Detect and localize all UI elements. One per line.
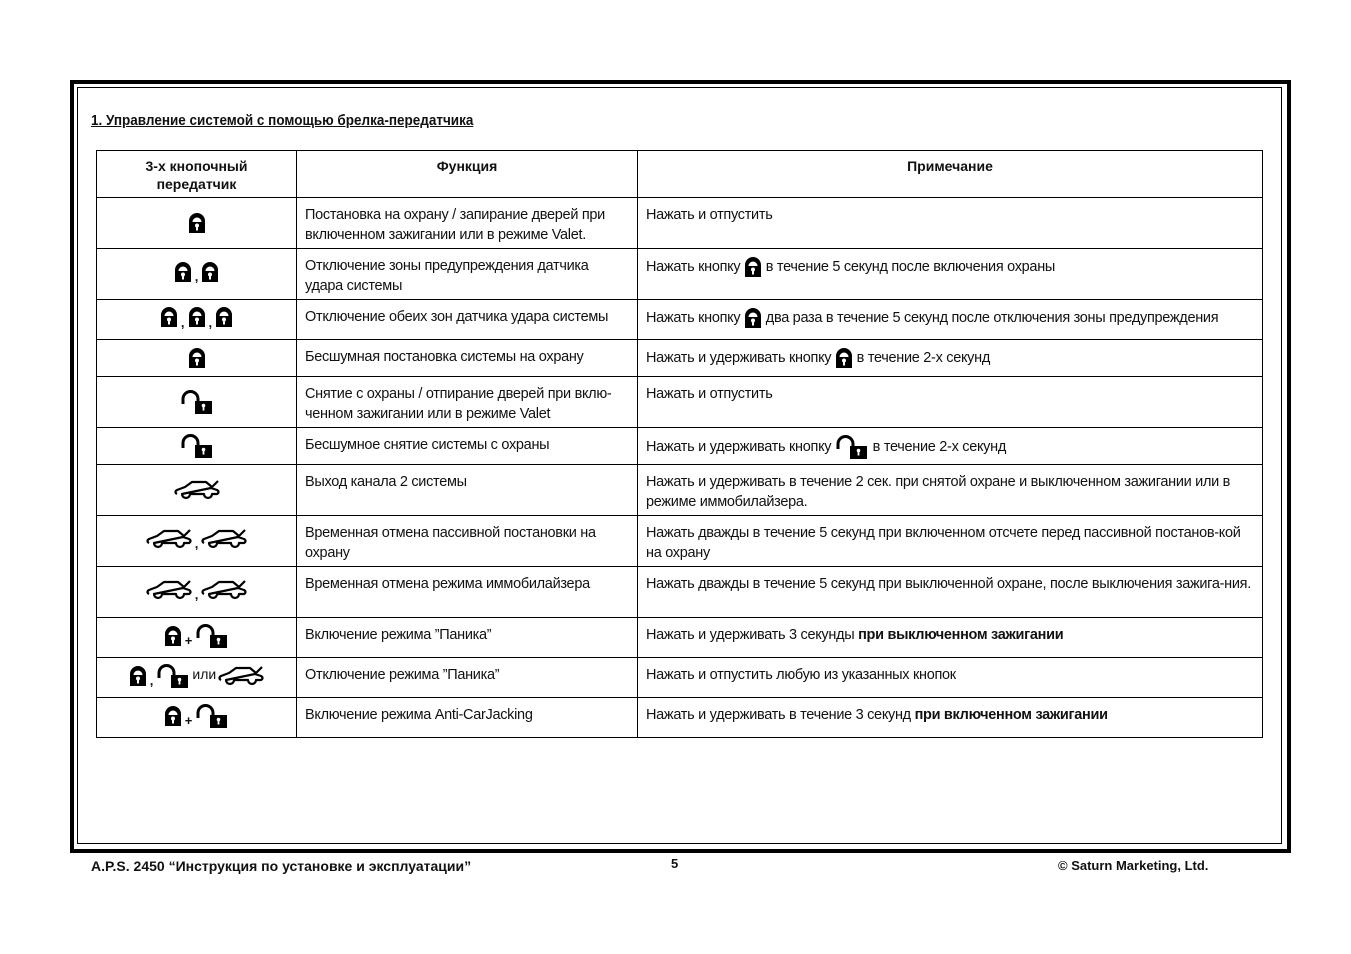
buttons-cell <box>97 340 297 377</box>
table-row <box>97 377 1263 428</box>
note-text <box>646 256 1254 278</box>
note-text <box>646 523 1254 563</box>
note-cell <box>638 428 1263 465</box>
note-bold-text: при выключенном зажигании <box>858 627 1064 643</box>
separator: , <box>194 536 199 552</box>
note-segment: Нажать дважды в течение 5 секунд при выключенной охране, после выключения зажига-ния. <box>646 576 1251 592</box>
header-transmitter: 3-х кнопочный передатчик <box>97 151 297 198</box>
separator: , <box>194 269 199 285</box>
separator: + <box>184 633 193 649</box>
car-button-icon <box>174 482 220 498</box>
note-text <box>646 665 1254 685</box>
note-segment: в течение 2-х секунд <box>852 349 991 366</box>
note-segment: Нажать дважды в течение 5 секунд при включенном отсчете перед пассивной постанов-кой на охрану <box>646 525 1241 561</box>
table-row <box>97 618 1263 658</box>
footer-document-title: A.P.S. 2450 “Инструкция по установке и эксплуатации” <box>91 858 472 874</box>
lock-button-icon <box>201 263 219 279</box>
note-segment: в течение 5 секунд после включения охраны <box>762 258 1056 275</box>
note-cell <box>638 340 1263 377</box>
or-label: или <box>192 666 217 683</box>
note-segment: Нажать и удерживать кнопку <box>646 349 835 366</box>
footer-copyright: © Saturn Marketing, Ltd. <box>1058 858 1209 873</box>
note-segment: два раза в течение 5 секунд после отключения зоны предупреждения <box>762 309 1219 326</box>
separator: , <box>180 314 185 330</box>
note-cell <box>638 658 1263 698</box>
note-segment: Нажать и удерживать в течение 2 сек. при снятой охране и выключенном зажигании или в режиме иммобилайзера. <box>646 474 1231 510</box>
header-note: Примечание <box>638 151 1263 198</box>
unlock-button-icon <box>180 394 214 410</box>
note-text <box>646 705 1254 725</box>
function-text: Бесшумная постановка системы на охрану <box>305 349 584 365</box>
note-segment: Нажать и удерживать кнопку <box>646 438 835 455</box>
buttons-cell <box>97 567 297 618</box>
note-segment: в течение 2-х секунд <box>868 438 1007 455</box>
car-button-icon <box>146 581 192 597</box>
function-cell <box>297 658 638 698</box>
separator: , <box>149 673 154 689</box>
note-cell <box>638 198 1263 249</box>
lock-button-icon <box>160 309 178 325</box>
table-row <box>97 516 1263 567</box>
buttons-cell <box>97 198 297 249</box>
note-segment: Нажать кнопку <box>646 309 745 326</box>
note-text <box>646 384 1254 404</box>
function-cell <box>297 698 638 738</box>
table-row <box>97 249 1263 300</box>
function-text: Включение режима ”Паника” <box>305 627 492 643</box>
unlock-inline-icon <box>835 439 869 455</box>
separator: + <box>184 713 193 729</box>
function-cell <box>297 198 638 249</box>
buttons-cell <box>97 698 297 738</box>
note-text <box>646 472 1254 512</box>
lock-inline-icon <box>744 310 762 326</box>
car-button-icon <box>218 667 264 683</box>
buttons-cell <box>97 658 297 698</box>
lock-button-icon <box>188 215 206 231</box>
page-number: 5 <box>671 856 679 871</box>
note-text <box>646 205 1254 225</box>
car-button-icon <box>201 530 247 546</box>
separator: , <box>194 587 199 603</box>
buttons-cell <box>97 465 297 516</box>
function-text: Отключение режима ”Паника” <box>305 667 500 683</box>
function-text: Бесшумное снятие системы с охраны <box>305 437 550 453</box>
note-text <box>646 435 1254 459</box>
note-segment: Нажать и отпустить <box>646 386 773 402</box>
function-text: Выход канала 2 системы <box>305 474 467 490</box>
unlock-button-icon <box>180 438 214 454</box>
note-cell <box>638 516 1263 567</box>
buttons-cell <box>97 249 297 300</box>
separator: , <box>208 314 213 330</box>
keyfob-functions-table <box>96 150 1263 738</box>
function-text: Временная отмена режима иммобилайзера <box>305 576 590 592</box>
function-cell <box>297 340 638 377</box>
function-cell <box>297 428 638 465</box>
function-cell <box>297 567 638 618</box>
note-cell <box>638 698 1263 738</box>
note-cell <box>638 300 1263 340</box>
function-cell <box>297 249 638 300</box>
table-header-row <box>97 151 1263 198</box>
table-row <box>97 198 1263 249</box>
buttons-cell <box>97 618 297 658</box>
lock-button-icon <box>164 627 182 643</box>
table-row <box>97 658 1263 698</box>
function-text: Отключение обеих зон датчика удара системы <box>305 309 609 325</box>
function-text: Отключение зоны предупреждения датчика удара системы <box>305 258 589 294</box>
table-row <box>97 567 1263 618</box>
function-text: Включение режима Anti-CarJacking <box>305 707 533 723</box>
function-cell <box>297 618 638 658</box>
function-cell <box>297 465 638 516</box>
unlock-button-icon <box>195 627 229 643</box>
buttons-cell <box>97 516 297 567</box>
note-text <box>646 307 1254 329</box>
table-row <box>97 465 1263 516</box>
lock-button-icon <box>129 667 147 683</box>
buttons-cell <box>97 428 297 465</box>
lock-button-icon <box>188 309 206 325</box>
function-cell <box>297 516 638 567</box>
note-text <box>646 347 1254 369</box>
note-text <box>646 574 1254 594</box>
lock-button-icon <box>164 707 182 723</box>
note-segment: Нажать кнопку <box>646 258 745 275</box>
lock-inline-icon <box>744 259 762 275</box>
note-cell <box>638 249 1263 300</box>
note-segment: Нажать и отпустить <box>646 207 773 223</box>
buttons-cell <box>97 377 297 428</box>
note-segment: Нажать и отпустить любую из указанных кнопок <box>646 667 956 683</box>
table-row <box>97 300 1263 340</box>
function-cell <box>297 377 638 428</box>
car-button-icon <box>201 581 247 597</box>
note-text <box>646 625 1254 645</box>
lock-button-icon <box>188 350 206 366</box>
buttons-cell <box>97 300 297 340</box>
lock-button-icon <box>215 309 233 325</box>
note-cell <box>638 377 1263 428</box>
car-button-icon <box>146 530 192 546</box>
note-segment: Нажать и удерживать в течение 3 секунд <box>646 707 915 723</box>
unlock-button-icon <box>156 667 190 683</box>
section-title: 1. Управление системой с помощью брелка-передатчика <box>91 112 474 129</box>
function-text: Снятие с охраны / отпирание дверей при вклю-ченном зажигании или в режиме Valet <box>305 386 612 422</box>
table-row <box>97 428 1263 465</box>
note-cell <box>638 465 1263 516</box>
function-cell <box>297 300 638 340</box>
function-text: Временная отмена пассивной постановки на охрану <box>305 525 596 561</box>
lock-inline-icon <box>835 350 853 366</box>
lock-button-icon <box>174 263 192 279</box>
unlock-button-icon <box>195 707 229 723</box>
note-bold-text: при включенном зажигании <box>914 707 1108 723</box>
table-row <box>97 340 1263 377</box>
note-cell <box>638 618 1263 658</box>
header-function: Функция <box>297 151 638 198</box>
note-cell <box>638 567 1263 618</box>
table-row <box>97 698 1263 738</box>
note-segment: Нажать и удерживать 3 секунды <box>646 627 859 643</box>
function-text: Постановка на охрану / запирание дверей при включенном зажигании или в режиме Valet. <box>305 207 605 243</box>
